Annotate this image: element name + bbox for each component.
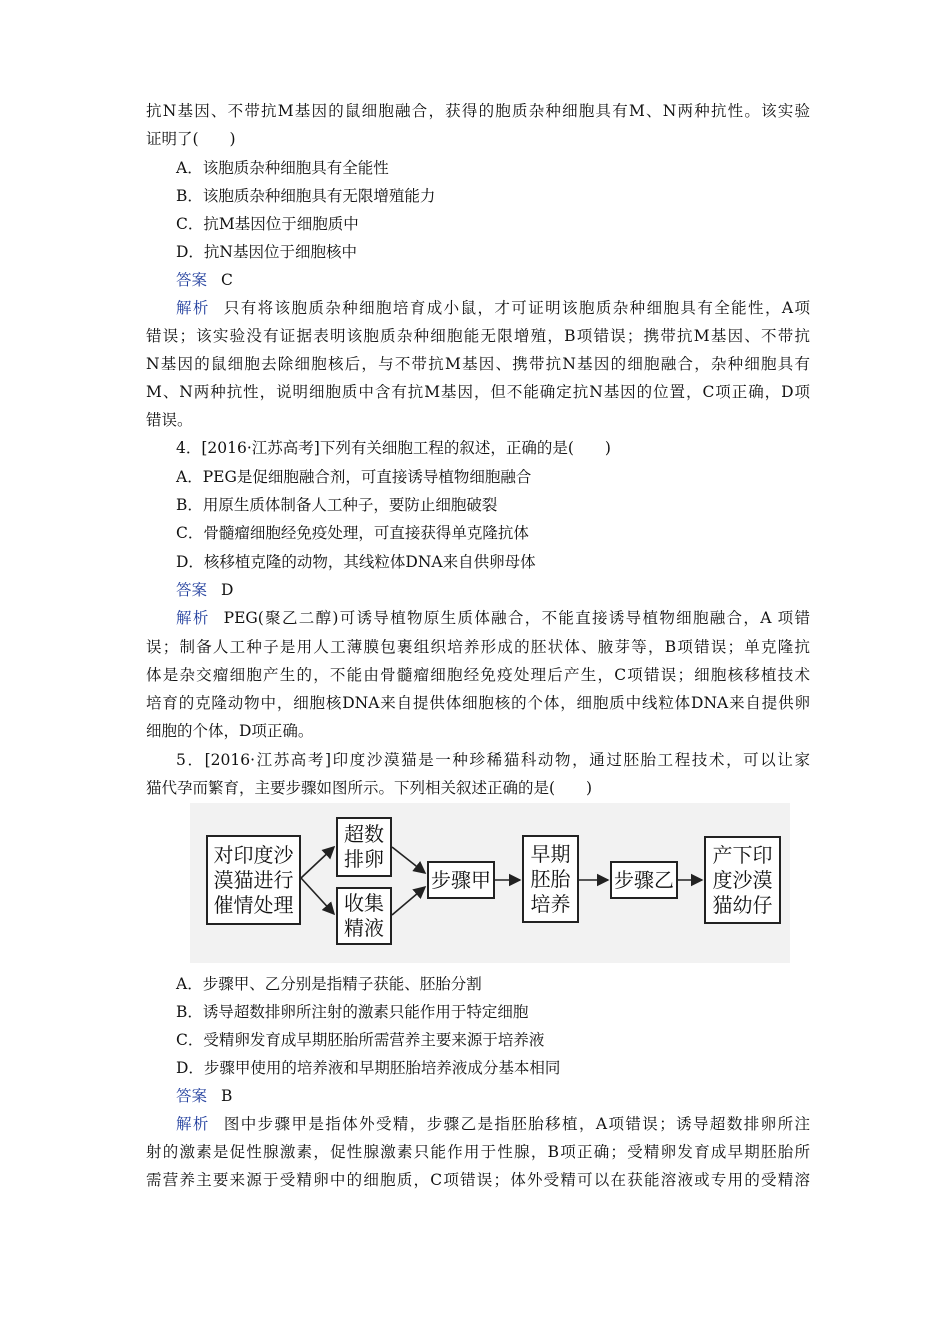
arrow-semen-to-step-a (392, 887, 425, 915)
analysis-label: 解析 (176, 609, 210, 627)
q5-option-a: A．步骤甲、乙分别是指精子获能、胚胎分割 (176, 975, 482, 993)
q3-analysis-line4: M、N两种抗性，说明细胞质中含有抗M基因，但不能确定抗N基因的位置，C项正确，D项 (146, 383, 810, 401)
q4-option-a: A．PEG是促细胞融合剂，可直接诱导植物细胞融合 (176, 468, 532, 486)
box-collect-semen (336, 887, 392, 945)
analysis-label: 解析 (176, 299, 210, 317)
q3-analysis-line2: 错误；该实验没有证据表明该胞质杂种细胞能无限增殖，B项错误；携带抗M基因、不带抗 (146, 327, 810, 345)
analysis-text: 图中步骤甲是指体外受精，步骤乙是指胚胎移植，A项错误；诱导超数排卵所注 (223, 1115, 810, 1133)
box-offspring (704, 836, 781, 924)
analysis-text: 只有将该胞质杂种细胞培育成小鼠，才可证明该胞质杂种细胞具有全能性，A项 (223, 299, 810, 317)
q3-answer (176, 270, 840, 290)
answer-label: 答案 (176, 581, 208, 599)
box7-line1: 产下印 (712, 842, 773, 867)
q4-analysis-line2: 误；制备人工种子是用人工薄膜包裹组织培养形成的胚状体、腋芽等，B项错误；单克隆抗 (146, 638, 810, 656)
box1-line3: 催情处理 (213, 892, 294, 917)
q4-option-c: C．骨髓瘤细胞经免疫处理，可直接获得单克隆抗体 (176, 524, 529, 542)
q4-analysis-line1 (176, 608, 810, 628)
q5-option-d: D．步骤甲使用的培养液和早期胚胎培养液成分基本相同 (176, 1059, 561, 1077)
box7-line2: 度沙漠 (712, 867, 773, 892)
q3-option-d: D．抗N基因位于细胞核中 (176, 243, 357, 261)
q3-analysis-line3: N基因的鼠细胞去除细胞核后，与不带抗M基因、携带抗N基因的细胞融合，杂种细胞具有 (146, 355, 810, 373)
box5-line3: 培养 (530, 891, 571, 916)
arrow-to-collect-semen (301, 878, 334, 914)
box3-line2: 精液 (344, 916, 384, 940)
box2-line1: 超数 (344, 822, 384, 846)
arrow-superovulation-to-step-a (392, 847, 425, 873)
q5-stem-line1: 5．[2016·江苏高考]印度沙漠猫是一种珍稀猫科动物，通过胚胎工程技术，可以让家 (176, 751, 810, 769)
q4-answer (176, 580, 840, 600)
box-estrus-treatment (206, 835, 301, 925)
q4-analysis-line4: 培育的克隆动物中，细胞核DNA来自提供体细胞核的个体，细胞质中线粒体DNA来自提供卵 (146, 694, 810, 712)
box5-line1: 早期 (530, 841, 571, 866)
box-early-embryo-culture (522, 835, 579, 923)
box1-line1: 对印度沙 (213, 842, 294, 867)
flow-diagram (190, 803, 790, 963)
answer-value: C (221, 271, 233, 289)
q3-option-b: B．该胞质杂种细胞具有无限增殖能力 (176, 187, 436, 205)
q5-analysis-line3: 需营养主要来源于受精卵中的细胞质，C项错误；体外受精可以在获能溶液或专用的受精溶 (146, 1171, 810, 1189)
q3-analysis-line1 (176, 298, 810, 318)
q3-option-c: C．抗M基因位于细胞质中 (176, 215, 359, 233)
q5-option-c: C．受精卵发育成早期胚胎所需营养主要来源于培养液 (176, 1031, 545, 1049)
q3-option-a: A．该胞质杂种细胞具有全能性 (176, 159, 389, 177)
q5-analysis-line2: 射的激素是促性腺激素，促性腺激素只能作用于性腺，B项正确；受精卵发育成早期胚胎所 (146, 1143, 810, 1161)
box-step-b: 步骤乙 (610, 861, 678, 899)
q4-stem: 4．[2016·江苏高考]下列有关细胞工程的叙述，正确的是( ) (176, 439, 611, 457)
box1-line2: 漠猫进行 (213, 867, 294, 892)
q5-answer (176, 1086, 840, 1106)
q5-analysis-line1 (176, 1114, 810, 1134)
q5-stem-line2: 猫代孕而繁育，主要步骤如图所示。下列相关叙述正确的是( ) (146, 779, 593, 797)
q4-analysis-line5: 细胞的个体，D项正确。 (146, 722, 314, 740)
q5-option-b: B．诱导超数排卵所注射的激素只能作用于特定细胞 (176, 1003, 529, 1021)
q4-analysis-line3: 体是杂交瘤细胞产生的，不能由骨髓瘤细胞经免疫处理后产生，C项错误；细胞核移植技术 (146, 666, 810, 684)
box-step-a: 步骤甲 (427, 861, 495, 899)
q4-option-d: D．核移植克隆的动物，其线粒体DNA来自供卵母体 (176, 553, 536, 571)
q4-option-b: B．用原生质体制备人工种子，要防止细胞破裂 (176, 496, 498, 514)
box7-line3: 猫幼仔 (712, 892, 773, 917)
box5-line2: 胚胎 (530, 866, 571, 891)
answer-label: 答案 (176, 1087, 208, 1105)
answer-label: 答案 (176, 271, 208, 289)
q3-analysis-line5: 错误。 (146, 411, 193, 429)
analysis-label: 解析 (176, 1115, 210, 1133)
box-superovulation (336, 817, 392, 877)
answer-value: B (221, 1087, 233, 1105)
box2-line2: 排卵 (344, 847, 384, 871)
answer-value: D (221, 581, 234, 599)
q3-stem-line1: 抗N基因、不带抗M基因的鼠细胞融合，获得的胞质杂种细胞具有M、N两种抗性。该实验 (146, 102, 810, 120)
analysis-text: PEG(聚乙二醇)可诱导植物原生质体融合，不能直接诱导植物细胞融合，A 项错 (223, 609, 810, 627)
box3-line1: 收集 (344, 891, 384, 915)
q3-stem-line2: 证明了( ) (146, 130, 236, 148)
arrow-to-superovulation (301, 847, 334, 878)
